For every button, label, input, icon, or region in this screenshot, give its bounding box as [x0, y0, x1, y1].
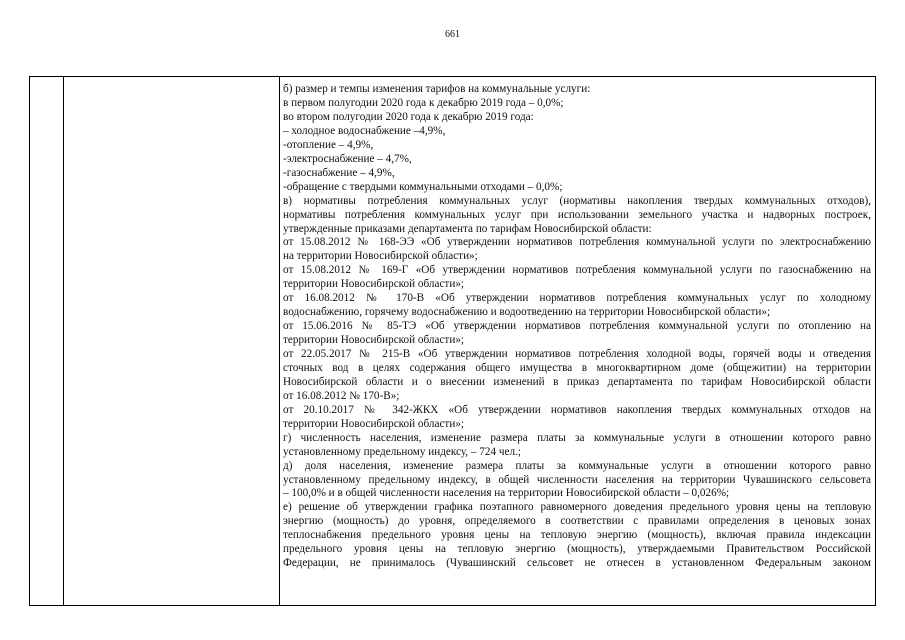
text-line: -отопление – 4,9%,	[283, 138, 374, 151]
text-line: от 15.06.2016 № 85-ТЭ «Об утверждении нормативов потребления коммунальной услуги по отоплению на	[283, 320, 871, 333]
table-column-number	[30, 77, 64, 605]
text-line: е) решение об утверждении графика поэтапного равномерного доведения предельного уровня цены на тепловую	[283, 501, 871, 514]
text-line: г) численность населения, изменение размера платы за коммунальные услуги в отношении которого равно	[283, 431, 871, 444]
text-line: от 16.08.2012 № 170-В «Об утверждении нормативов потребления коммунальных услуг по холодному	[283, 292, 871, 305]
text-line: Новосибирской области и о внесении изменений в приказ департамента по тарифам Новосибирской области	[283, 375, 871, 388]
text-line: -газоснабжение – 4,9%,	[283, 166, 395, 179]
text-line: в первом полугодии 2020 года к декабрю 2019 года – 0,0%;	[283, 96, 564, 109]
text-line: предельного уровня цены на тепловую энергию (мощность), утверждаемыми Правительством Российской	[283, 543, 871, 556]
text-line: от 15.08.2012 № 168-ЭЭ «Об утверждении нормативов потребления коммунальной услуги по электроснабжению	[283, 236, 871, 249]
text-line: территории Новосибирской области»;	[283, 334, 465, 347]
text-line: установленному предельному индексу, в общей численности населения на территории Чувашинского сельсовета	[283, 473, 871, 486]
page-number: 661	[445, 29, 460, 40]
text-line: -электроснабжение – 4,7%,	[283, 152, 412, 165]
text-line: Федерации, не принималось (Чувашинский сельсовет не отнесен в установленном Федеральным законом	[283, 557, 871, 570]
text-line: территории Новосибирской области»;	[283, 278, 465, 291]
text-line: на территории Новосибирской области»;	[283, 250, 478, 263]
text-line: от 20.10.2017 № 342-ЖКХ «Об утверждении нормативов накопления твердых коммунальных отходов на	[283, 403, 871, 416]
table-column-name	[63, 77, 280, 605]
text-line: во втором полугодии 2020 года к декабрю 2019 года:	[283, 110, 534, 123]
text-line: – холодное водоснабжение –4,9%,	[283, 124, 446, 137]
text-line: от 22.05.2017 № 215-В «Об утверждении нормативов потребления холодной воды, горячей воды и отведения	[283, 348, 871, 361]
text-line: установленному предельному индексу, – 724 чел.;	[283, 445, 521, 458]
text-line: б) размер и темпы изменения тарифов на коммунальные услуги:	[283, 83, 591, 95]
document-table	[29, 76, 876, 606]
text-line: от 16.08.2012 № 170-В»;	[283, 389, 400, 402]
text-line: – 100,0% и в общей численности населения на территории Новосибирской области – 0,026%;	[283, 487, 730, 500]
text-line: водоснабжению, горячему водоснабжению и водоотведению на территории Новосибирской области»;	[283, 306, 771, 319]
text-line: -обращение с твердыми коммунальными отходами – 0,0%;	[283, 180, 563, 193]
text-line: теплоснабжения предельного уровня цены на тепловую энергию (мощность), включая правила индексации	[283, 529, 871, 542]
text-line: утвержденные приказами департамента по тарифам Новосибирской области:	[283, 222, 652, 235]
text-line: нормативы потребления коммунальных услуг при использовании земельного участка и надворных построек,	[283, 208, 871, 221]
text-line: сточных вод в целях содержания общего имущества в многоквартирном доме (общежитии) на территории	[283, 361, 871, 374]
table-cell-text	[280, 77, 875, 605]
text-line: от 15.08.2012 № 169-Г «Об утверждении нормативов потребления коммунальной услуги по газоснабжению на	[283, 264, 871, 277]
text-line: территории Новосибирской области»;	[283, 417, 465, 430]
text-line: в) нормативы потребления коммунальных услуг (нормативы накопления твердых коммунальных отходов),	[283, 194, 871, 207]
text-line: энергию (мощность) до уровня, определяемого в соответствии с правилами определения в ценовых зонах	[283, 515, 871, 528]
text-line: д) доля населения, изменение размера платы за коммунальные услуги в отношении которого равно	[283, 459, 871, 472]
